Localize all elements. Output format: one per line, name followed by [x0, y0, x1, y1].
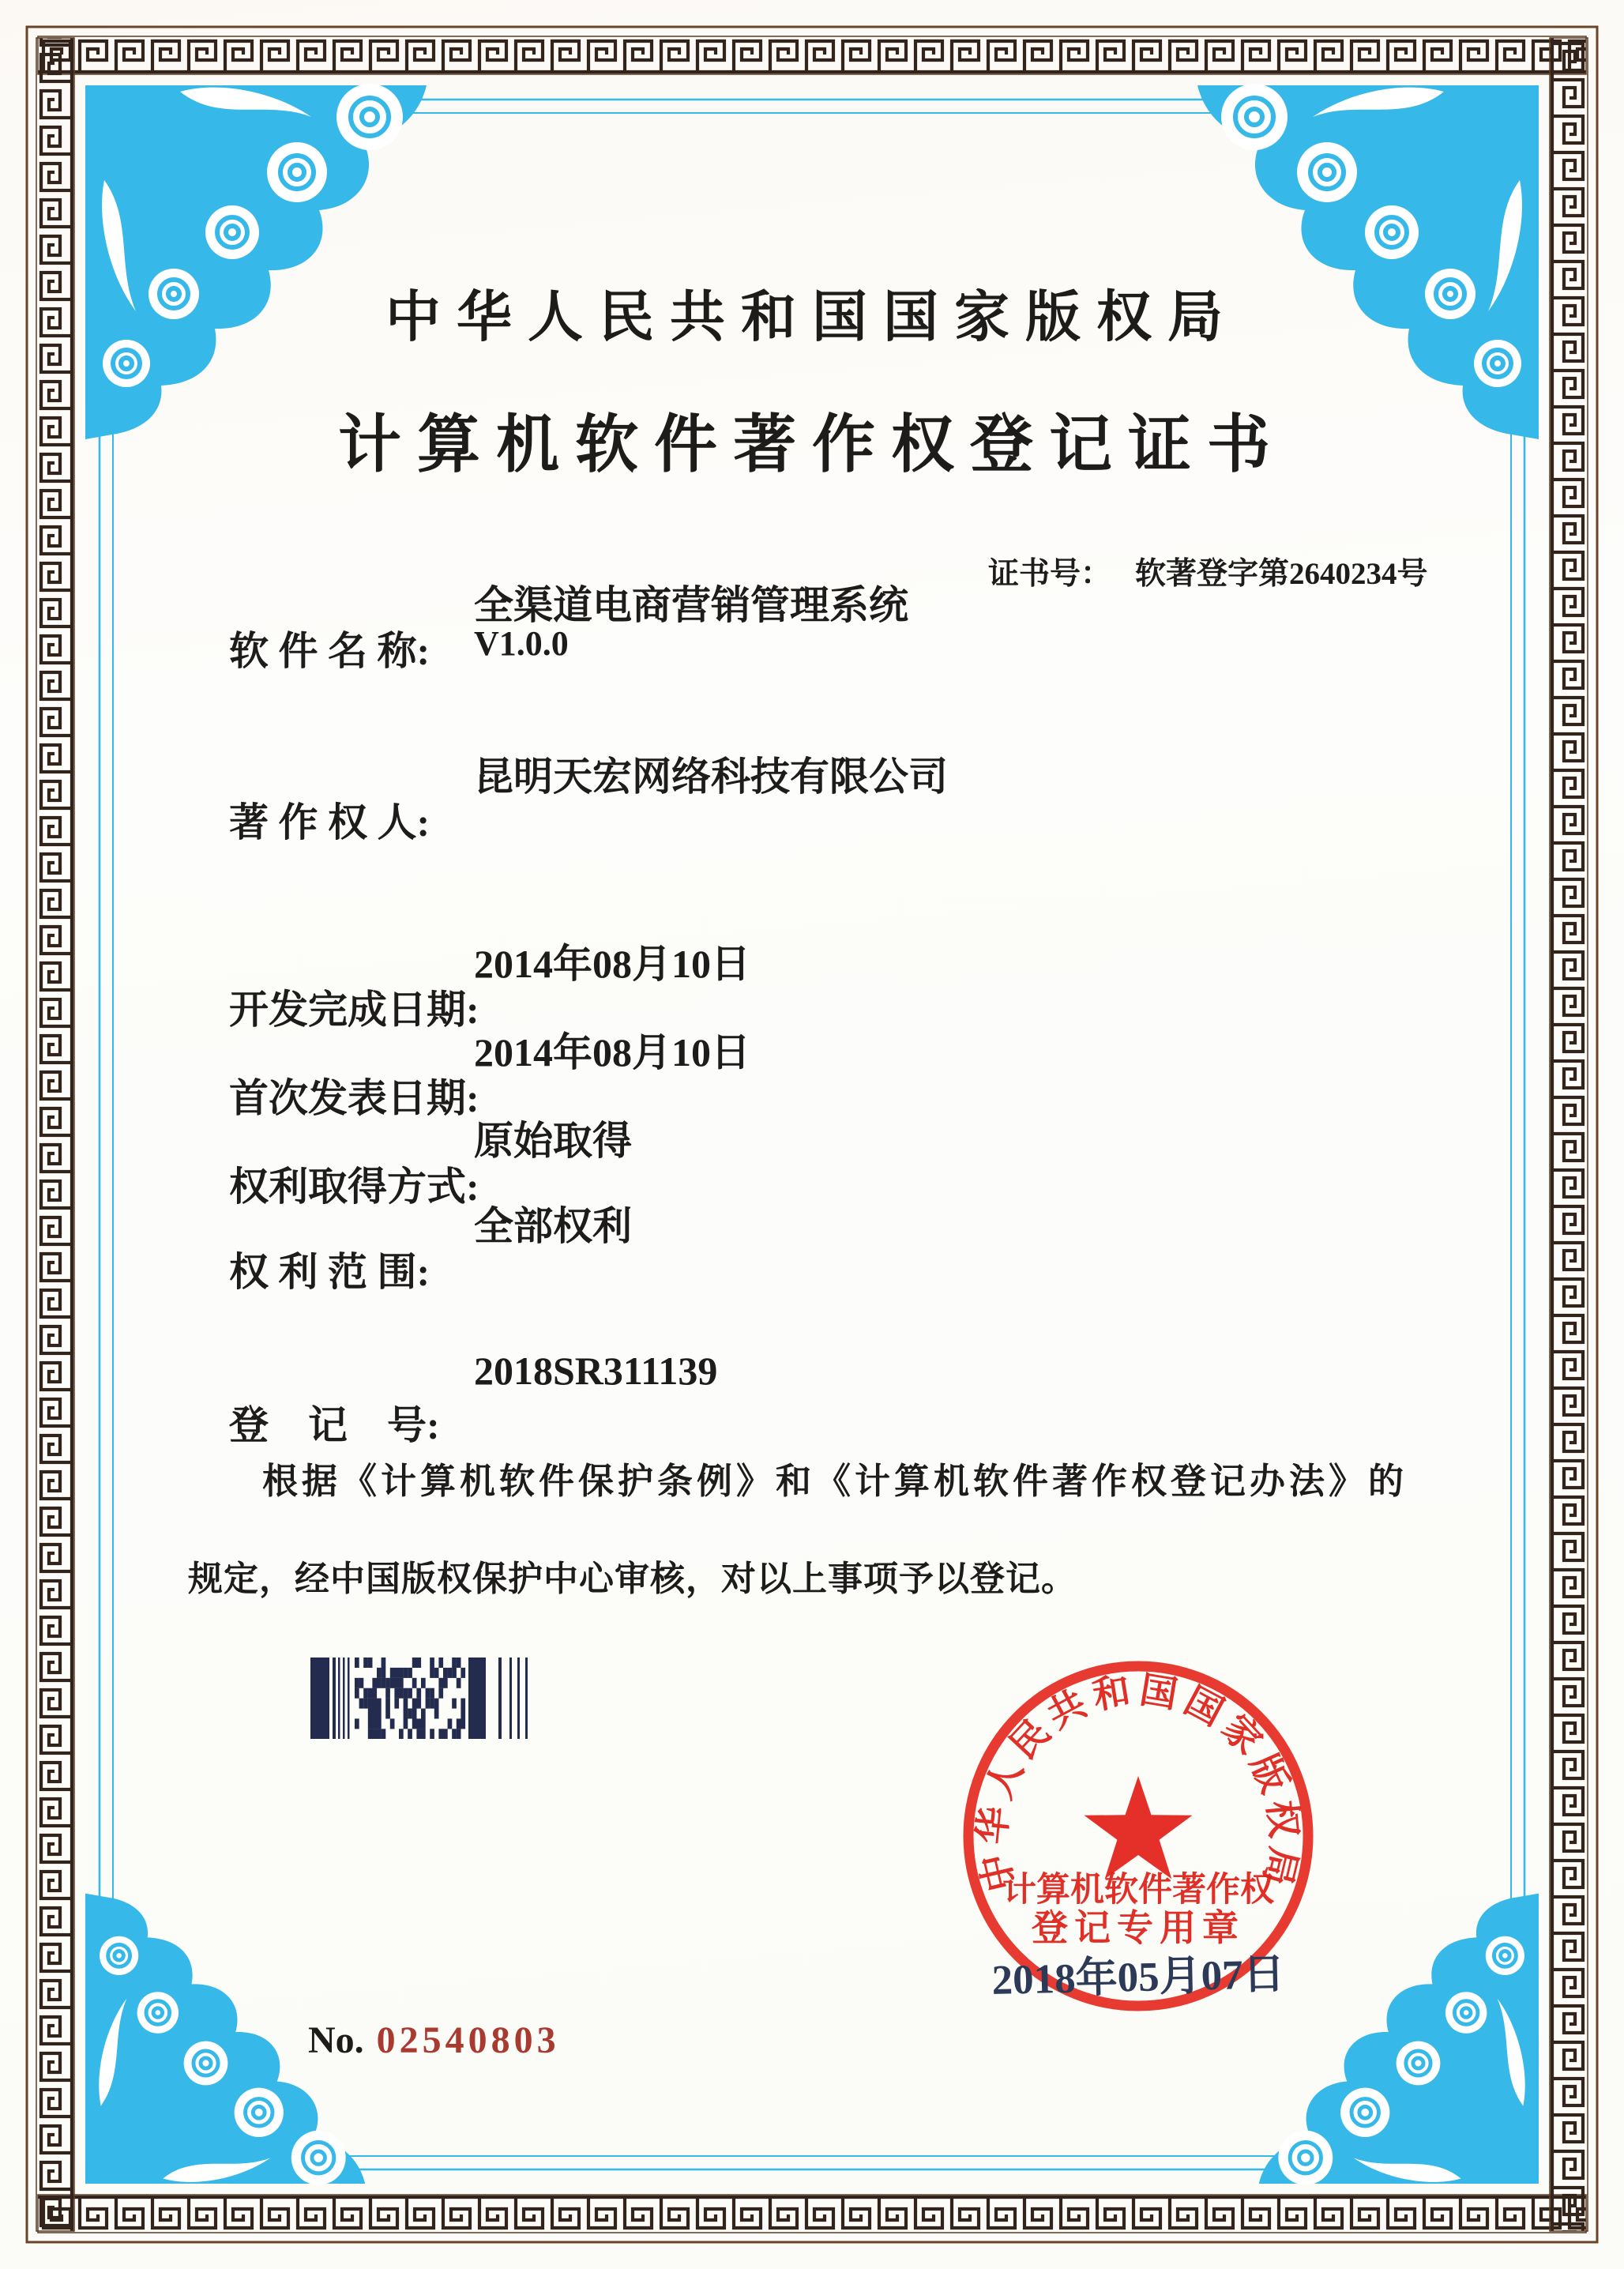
serial-prefix: No.	[308, 2019, 364, 2061]
acquisition-value: 原始取得	[474, 1119, 632, 1163]
certificate-number-value: 软著登字第2640234号	[1135, 557, 1428, 591]
field-row-owner	[190, 745, 948, 845]
scope-value: 全部权利	[474, 1204, 632, 1248]
dev-date-label: 开发完成日期:	[229, 988, 479, 1032]
seal-date: 2018年05月07日	[991, 1951, 1286, 2004]
scope-label: 权 利 范 围:	[229, 1250, 430, 1294]
barcode-start-bar	[310, 1658, 329, 1739]
certificate-title: 计算机软件著作权登记证书	[338, 411, 1286, 480]
certificate-number-label: 证书号：	[988, 557, 1112, 591]
statement-line-1: 根据《计算机软件保护条例》和《计算机软件著作权登记办法》的	[262, 1462, 1408, 1501]
software-name-label: 软 件 名 称:	[229, 629, 430, 673]
dev-date-value: 2014年08月10日	[474, 942, 750, 986]
publish-date-value: 2014年08月10日	[474, 1030, 750, 1074]
acquisition-label: 权利取得方式:	[229, 1165, 479, 1209]
statement-line-2: 规定，经中国版权保护中心审核，对以上事项予以登记。	[188, 1560, 1077, 1598]
registration-number-value: 2018SR311139	[474, 1349, 718, 1393]
field-row-dev-date	[190, 932, 750, 1032]
field-row-acquisition	[190, 1109, 632, 1209]
seal-text-line-1: 计算机软件著作权	[1002, 1872, 1274, 1909]
software-version: V1.0.0	[474, 624, 569, 663]
serial-number-line	[270, 1975, 560, 2105]
barcode-2d	[310, 1658, 542, 1739]
publish-date-label: 首次发表日期:	[229, 1076, 479, 1120]
field-row-registration-number	[190, 1348, 718, 1447]
seal-star-icon	[1085, 1776, 1193, 1879]
serial-number: 02540803	[376, 2019, 560, 2061]
issuer-title: 中华人民共和国国家版权局	[385, 288, 1239, 348]
owner-label: 著 作 权 人:	[229, 800, 430, 845]
field-row-scope	[190, 1195, 632, 1294]
seal-text-line-2: 登记专用章	[1032, 1908, 1245, 1948]
corner-flourish-top-left	[85, 84, 427, 439]
seal-ring-text: 中华人民共和国国家版权局	[972, 1669, 1305, 1895]
certificate-number-line	[957, 514, 1428, 629]
software-name-value: 全渠道电商营销管理系统	[474, 583, 908, 627]
corner-flourish-top-right	[1197, 84, 1539, 439]
field-row-publish-date	[190, 1021, 750, 1120]
barcode-modules	[355, 1658, 465, 1739]
owner-value: 昆明天宏网络科技有限公司	[474, 754, 948, 799]
registration-number-label: 登 记 号:	[229, 1403, 440, 1447]
barcode-stop-bar	[468, 1658, 486, 1739]
